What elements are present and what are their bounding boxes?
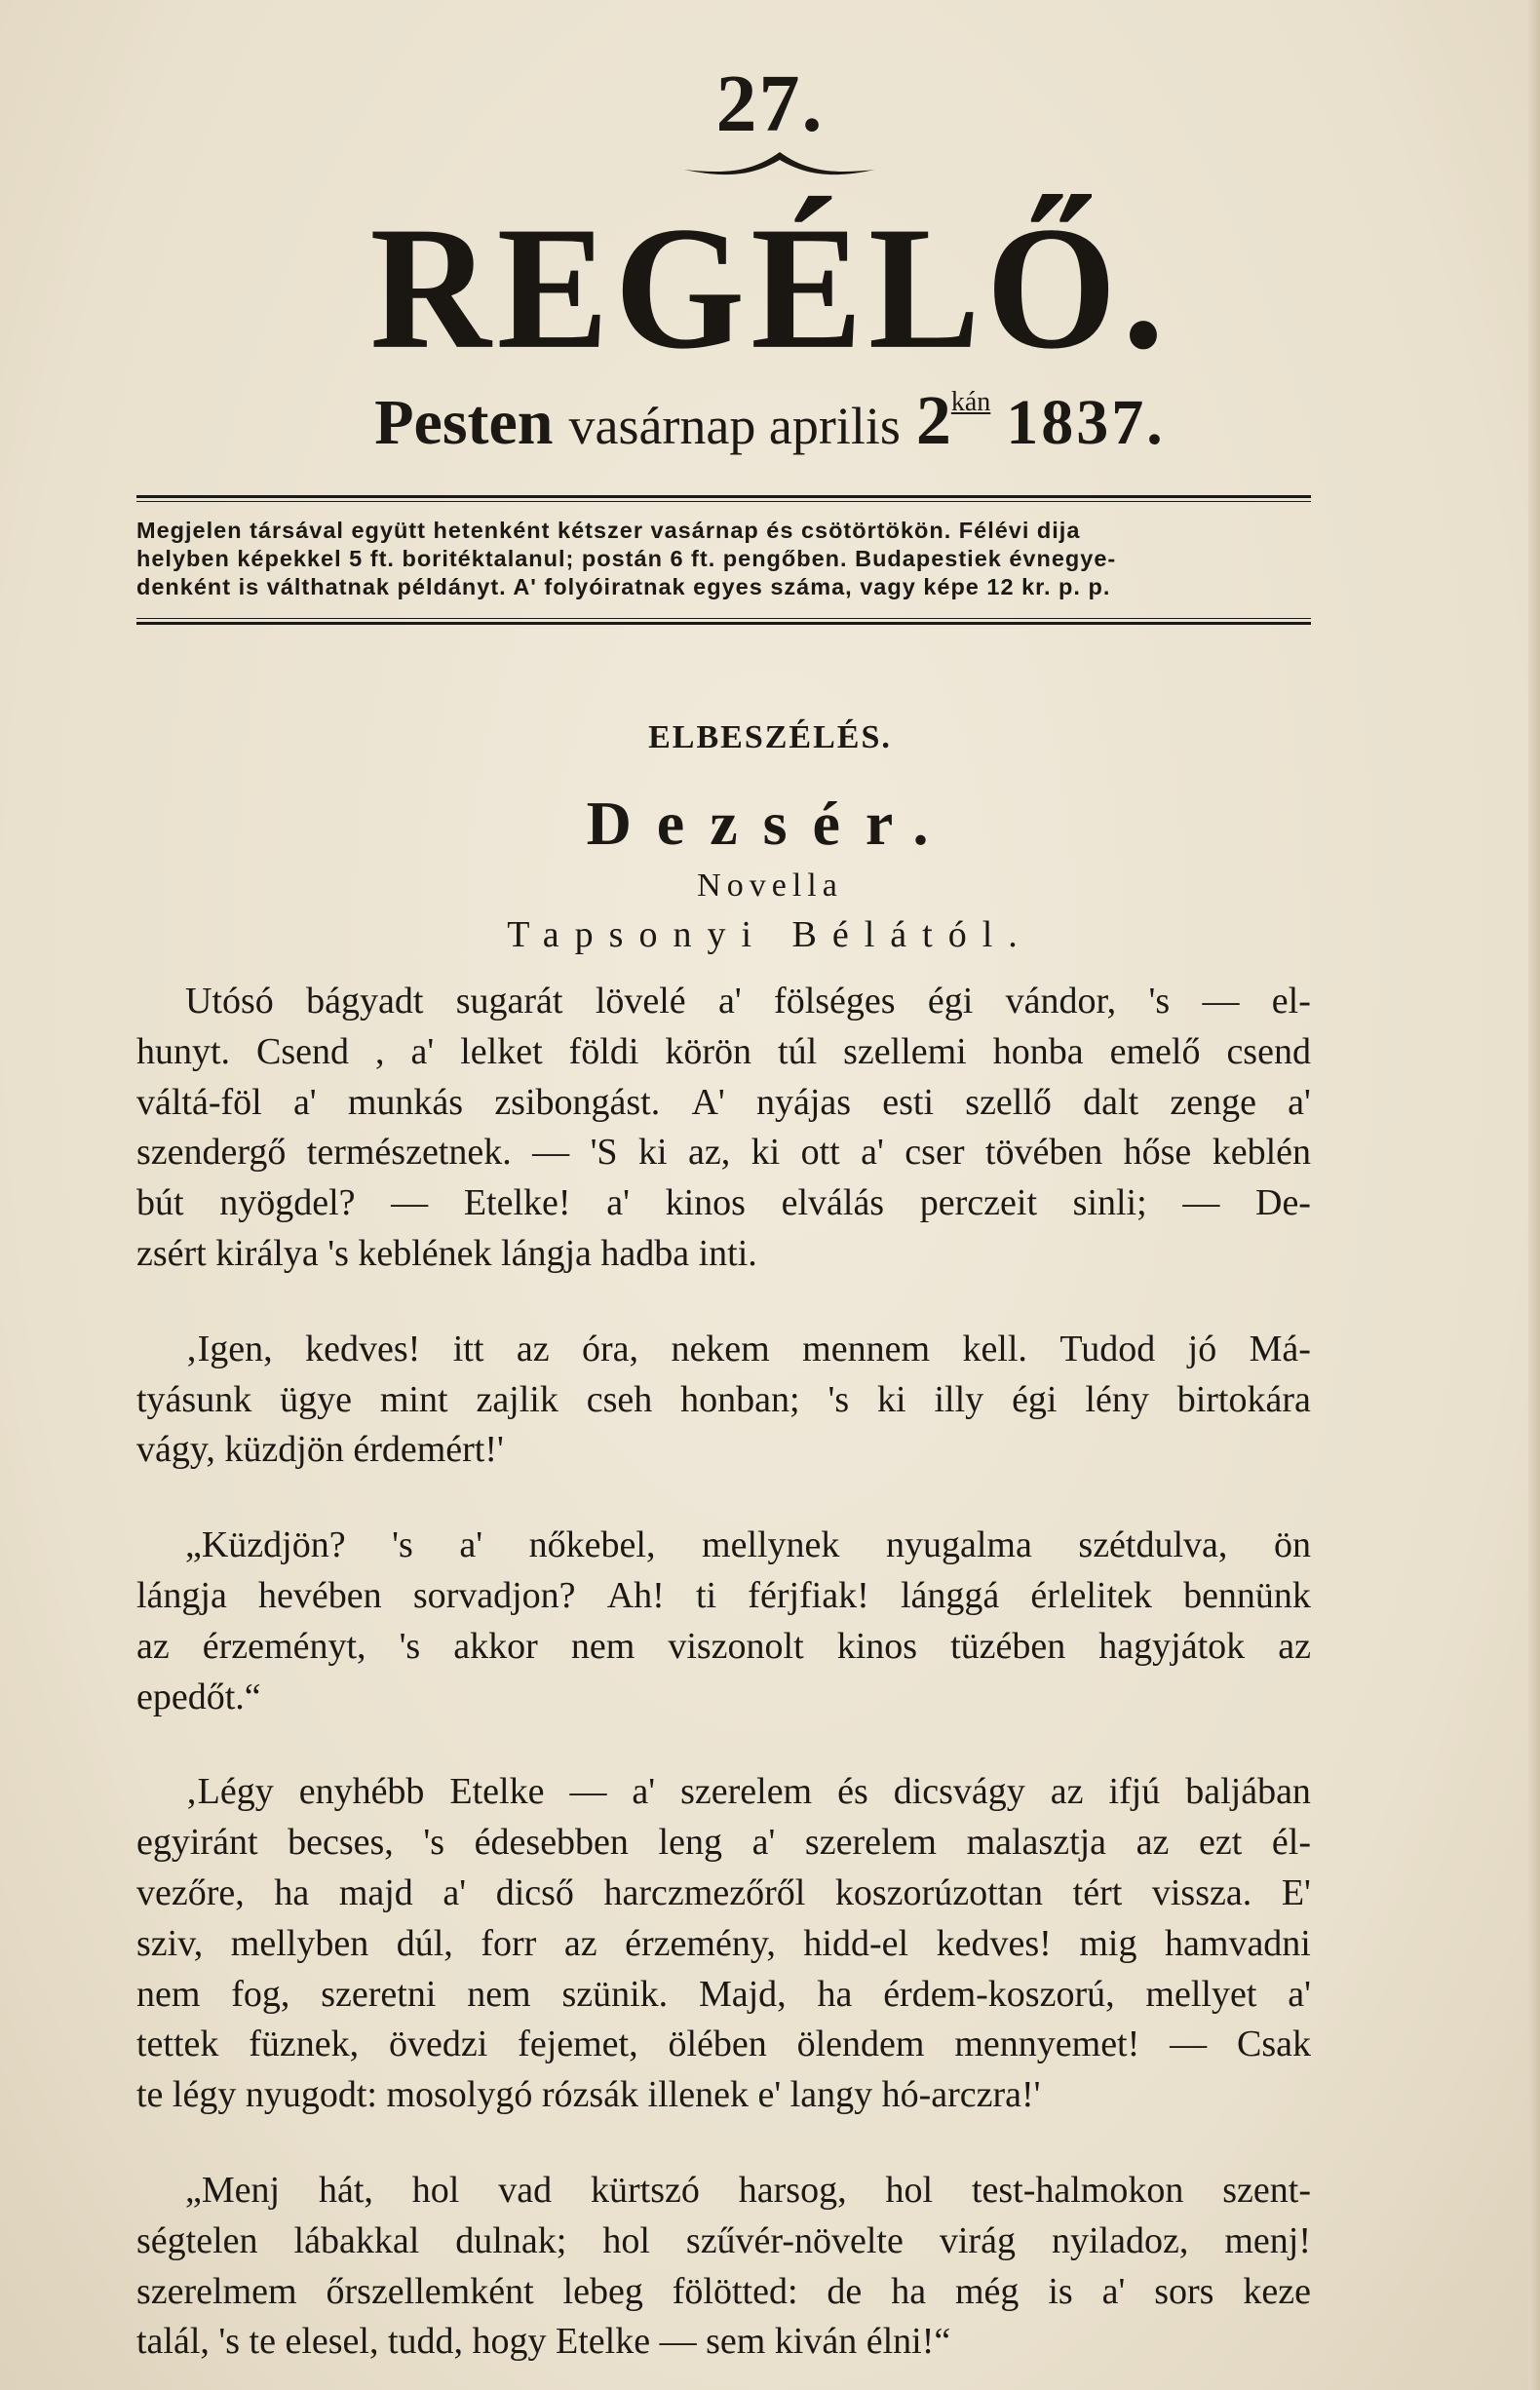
subscription-notice (136, 517, 1311, 601)
dateline-year: 1837. (1006, 387, 1166, 458)
text-line: „Küzdjön? 's a' nőkebel, mellynek nyugalma szétdulva, ön (185, 1524, 1311, 1566)
masthead-title: REGÉLŐ. (369, 191, 1171, 386)
section-heading: ELBESZÉLÉS. (648, 719, 892, 755)
story-genre: Novella (697, 867, 843, 904)
issue-number: 27. (715, 58, 825, 149)
text-line: szerelmem őrszellemként lebeg fölötted: de ha még is a' sors keze (136, 2270, 1311, 2312)
text-line: váltá-föl a' munkás zsibongást. A' nyájas esti szellő dalt zenge a' (136, 1081, 1311, 1123)
dateline-day-suffix: kán (950, 387, 991, 417)
text-line: vágy, küzdjön érdemért!' (136, 1429, 504, 1471)
dateline (0, 382, 1540, 459)
notice-line: helyben képekkel 5 ft. boritéktalanul; postán 6 ft. pengőben. Budapestiek évnegye- (136, 546, 1117, 571)
text-line: vezőre, ha majd a' dicső harczmezőről koszorúzottan tért vissza. E' (136, 1871, 1311, 1913)
text-line: Utósó bágyadt sugarát lövelé a' fölséges égi vándor, 's — el- (185, 981, 1311, 1022)
text-line: talál, 's te elesel, tudd, hogy Etelke — sem kiván élni!“ (136, 2321, 951, 2363)
rule-top-thin (136, 501, 1311, 502)
text-line: nem fog, szeretni nem szünik. Majd, ha érdem-koszorú, mellyet a' (136, 1973, 1311, 2015)
text-line: ‚Igen, kedves! itt az óra, nekem mennem kell. Tudod jó Má- (185, 1328, 1311, 1369)
text-line: „Menj hát, hol vad kürtszó harsog, hol test-halmokon szent- (185, 2169, 1311, 2211)
notice-line: Megjelen társával együtt hetenként kétszer vasárnap és csötörtökön. Félévi dija (136, 518, 1081, 543)
text-line: tyásunk ügye mint zajlik cseh honban; 's ki illy égi lény birtokára (136, 1378, 1311, 1420)
text-line: szendergő természetnek. — 'S ki az, ki ott a' cser tövében hőse keblén (136, 1132, 1311, 1174)
dateline-city: Pesten (374, 387, 554, 458)
notice-line: denként is válthatnak példányt. A' folyóiratnak egyes száma, vagy képe 12 kr. p. p. (136, 574, 1111, 599)
text-line: zsért királya 's keblének lángja hadba inti. (136, 1232, 757, 1274)
text-line: ‚Légy enyhébb Etelke — a' szerelem és dicsvágy az ifjú baljában (185, 1771, 1311, 1813)
text-line: hunyt. Csend , a' lelket földi körön túl szellemi honba emelő csend (136, 1030, 1311, 1072)
rule-bottom-thick (136, 622, 1311, 625)
text-line: ségtelen lábakkal dulnak; hol szűvér-növelte virág nyiladoz, menj! (136, 2219, 1311, 2261)
swash-ornament (682, 144, 877, 177)
dateline-day: 2 (915, 381, 951, 459)
story-author: Tapsonyi Bélától. (507, 914, 1033, 955)
text-line: lángja hevében sorvadjon? Ah! ti férjfiak! lánggá érlelitek bennünk (136, 1574, 1311, 1616)
dateline-weekday-month: vasárnap aprilis (568, 397, 901, 455)
text-line: tettek füznek, övedzi fejemet, ölében ölendem mennyemet! — Csak (136, 2024, 1311, 2065)
rule-top-thick (136, 495, 1311, 498)
text-line: az érzeményt, 's akkor nem viszonolt kinos tüzében hagyjátok az (136, 1625, 1311, 1667)
text-line: bút nyögdel? — Etelke! a' kinos elválás perczeit sinli; — De- (136, 1182, 1311, 1224)
story-body (136, 977, 1311, 2368)
text-line: sziv, mellyben dúl, forr az érzemény, hidd-el kedves! mig hamvadni (136, 1922, 1311, 1964)
text-line: egyiránt becses, 's édesebben leng a' szerelem malasztja az ezt él- (136, 1822, 1311, 1864)
rule-bottom-thin (136, 618, 1311, 619)
text-line: te légy nyugodt: mosolygó rózsák illenek e' langy hó-arczra!' (136, 2074, 1041, 2116)
text-line: epedőt.“ (136, 1676, 261, 1717)
story-title: Dezsér. (586, 789, 954, 858)
